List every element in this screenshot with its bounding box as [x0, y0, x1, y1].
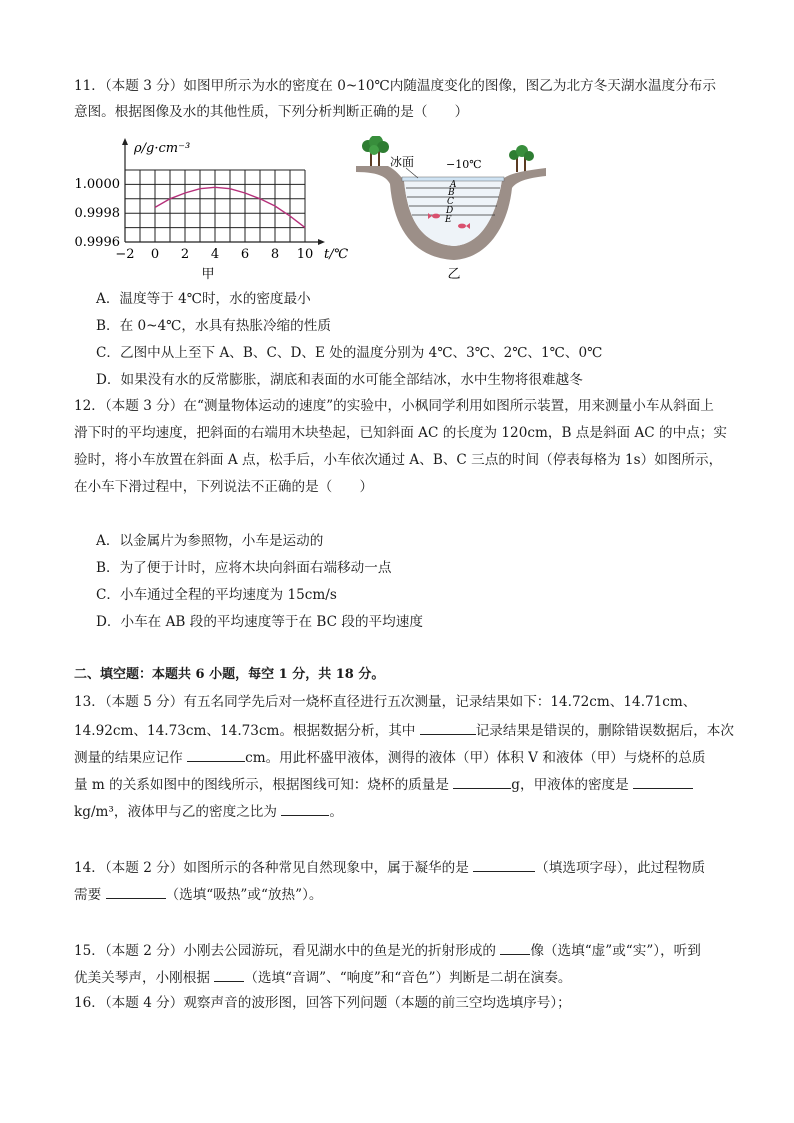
- q13-text: 。: [329, 804, 343, 820]
- q12-stem-line3: 验时，将小车放置在斜面 A 点，松手后，小车依次通过 A、B、C 三点的时间（停表每格为 1s）如图所示，: [74, 452, 723, 468]
- ytick-label: 1.0000: [74, 177, 120, 192]
- q16-line1: 16．（本题 4 分）观察声音的波形图，回答下列问题（本题的前三空均选填序号）；: [74, 995, 571, 1011]
- figure-caption-jia: 甲: [201, 267, 215, 282]
- q13-line2: [74, 720, 734, 740]
- q13-line1: 13．（本题 5 分）有五名同学先后对一烧杯直径进行五次测量，记录结果如下：14.72cm、14.71cm、: [74, 694, 697, 710]
- q15-line1: [74, 940, 701, 960]
- lake-temperature-diagram: [356, 136, 546, 282]
- q11-stem-line2: 意图。根据图像及水的其他性质，下列分析判断正确的是（ ）: [74, 104, 469, 120]
- ice-label: 冰面: [390, 155, 415, 169]
- q11-option-b: B．在 0~4℃，水具有热胀冷缩的性质: [96, 318, 331, 334]
- answer-blank[interactable]: [473, 857, 535, 872]
- q14-text: 14．（本题 2 分）如图所示的各种常见自然现象中，属于凝华的是: [74, 860, 474, 876]
- xtick-label: 2: [180, 247, 190, 262]
- ytick-label: 0.9998: [74, 206, 120, 221]
- density-temperature-chart: [70, 136, 360, 282]
- q13-line5: [74, 801, 343, 821]
- answer-blank[interactable]: [106, 884, 166, 899]
- xtick-label: 6: [240, 247, 250, 262]
- q12-option-c: C．小车通过全程的平均速度为 15cm/s: [96, 587, 337, 603]
- answer-blank[interactable]: [187, 747, 245, 762]
- q13-text: 测量的结果应记作: [74, 750, 188, 766]
- q12-option-a: A．以金属片为参照物，小车是运动的: [96, 533, 324, 549]
- figure-caption-yi: 乙: [447, 267, 461, 282]
- layer-label-c: C: [447, 197, 454, 207]
- q13-line3: [74, 747, 705, 767]
- q15-text: 优美关琴声，小刚根据: [74, 970, 215, 986]
- q14-text: 需要: [74, 887, 106, 903]
- layer-label-b: B: [448, 188, 455, 198]
- chart-ylabel: ρ/g·cm⁻³: [134, 141, 191, 156]
- x-axis-arrow: [318, 239, 325, 245]
- q13-line4: [74, 774, 693, 794]
- q13-text: 14.92cm、14.73cm、14.73cm。根据数据分析，其中: [74, 723, 420, 739]
- answer-blank[interactable]: [500, 940, 530, 955]
- tree-left-icon: [362, 136, 389, 166]
- answer-blank[interactable]: [214, 967, 244, 982]
- q13-text: cm。用此杯盛甲液体，测得的液体（甲）体积 V 和液体（甲）与烧杯的总质: [245, 750, 706, 766]
- q15-text: 像（选填“虚”或“实”），听到: [530, 943, 701, 959]
- q12-stem-line1: 12．（本题 3 分）在“测量物体运动的速度”的实验中，小枫同学利用如图所示装置，用来测量小车从斜面上: [74, 398, 714, 414]
- layer-label-d: D: [446, 206, 454, 216]
- q14-line2: [74, 884, 322, 904]
- q15-line2: [74, 967, 571, 987]
- answer-blank[interactable]: [453, 774, 511, 789]
- answer-blank[interactable]: [281, 801, 329, 816]
- answer-blank[interactable]: [420, 720, 476, 735]
- q11-option-a: A．温度等于 4℃时，水的密度最小: [96, 291, 311, 307]
- xtick-label: 10: [296, 247, 314, 262]
- answer-blank[interactable]: [633, 774, 693, 789]
- chart-xlabel: t/℃: [324, 247, 349, 262]
- q12-stem-line2: 滑下时的平均速度，把斜面的右端用木块垫起，已知斜面 AC 的长度为 120cm，B 点是斜面 AC 的中点；实: [74, 425, 727, 441]
- y-axis-arrow: [122, 138, 128, 145]
- q15-text: 15．（本题 2 分）小刚去公园游玩，看见湖水中的鱼是光的折射形成的: [74, 943, 501, 959]
- ytick-label: 0.9996: [74, 235, 120, 250]
- air-temp-label: −10℃: [446, 158, 482, 171]
- xtick-label: 8: [270, 247, 280, 262]
- xtick-label: 0: [150, 247, 160, 262]
- section-header-fill-in: 二、填空题：本题共 6 小题，每空 1 分，共 18 分。: [74, 667, 385, 682]
- q11-option-c: C．乙图中从上至下 A、B、C、D、E 处的温度分别为 4℃、3℃、2℃、1℃、0℃: [96, 345, 603, 361]
- xtick-label: 4: [210, 247, 220, 262]
- q13-text: 记录结果是错误的，删除错误数据后，本次: [475, 723, 734, 739]
- q15-text: （选填“音调”、“响度”和“音色”）判断是二胡在演奏。: [244, 970, 572, 986]
- q11-option-d: D．如果没有水的反常膨胀，湖底和表面的水可能全部结冰，水中生物将很难越冬: [96, 372, 583, 388]
- q14-text: （填选项字母），此过程物质: [535, 860, 706, 876]
- tree-right-icon: [509, 145, 534, 172]
- q11-stem-line1: 11．（本题 3 分）如图甲所示为水的密度在 0~10℃内随温度变化的图像，图乙为北方冬天湖水温度分布示: [74, 78, 716, 94]
- q14-line1: [74, 857, 705, 877]
- q13-text: kg/m³，液体甲与乙的密度之比为: [74, 804, 282, 820]
- q12-stem-line4: 在小车下滑过程中，下列说法不正确的是（ ）: [74, 479, 374, 495]
- q13-text: g，甲液体的密度是: [511, 777, 634, 793]
- layer-label-e: E: [445, 215, 452, 225]
- q12-option-b: B．为了便于计时，应将木块向斜面右端移动一点: [96, 560, 392, 576]
- q13-text: 量 m 的关系如图中的图线所示，根据图线可知：烧杯的质量是: [74, 777, 454, 793]
- q14-text: （选填“吸热”或“放热”）。: [165, 887, 323, 903]
- layer-label-a: A: [450, 180, 457, 190]
- xtick-label: −2: [115, 247, 135, 262]
- q12-option-d: D．小车在 AB 段的平均速度等于在 BC 段的平均速度: [96, 614, 423, 630]
